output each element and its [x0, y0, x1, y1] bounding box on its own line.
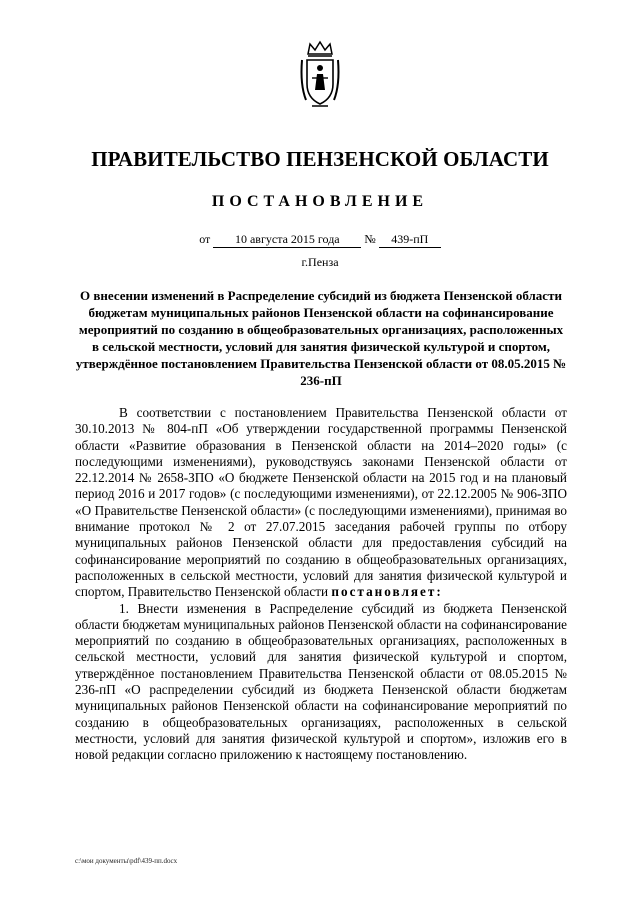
date-prefix: от: [199, 232, 211, 246]
government-title: ПРАВИТЕЛЬСТВО ПЕНЗЕНСКОЙ ОБЛАСТИ: [91, 147, 549, 171]
document-number: 439-пП: [379, 232, 441, 248]
file-path-footer: c:\мои документы\pdf\439-пп.docx: [75, 857, 178, 865]
paragraph-preamble: В соответствии с постановлением Правительства Пензенской области от 30.10.2013 № 804-пП «Об утверждении государственной программы Пензенской области «Развитие образования в Пензенской области на 2014–2020 годы» (с последующими изменениями), руководствуясь законами Пензенской области от 22.12.2014 № 2658-ЗПО «О бюджете Пензенской области на 2015 год и на плановый период 2016 и 2017 годов» (с последующими изменениями), от 22.12.2005 № 906-ЗПО «О Правительстве Пензенской области» (с последующими изменениями), принимая во внимание протокол № 2 от 27.07.2015 заседания рабочей группы по отбору муниципальных районов Пензенской области для предоставления субсидий на софинансирование мероприятий по созданию в общеобразовательных организациях, расположенных в сельской местности, условий для занятия физической культурой и спортом, Правительство Пензенской области: [75, 405, 567, 600]
document-body: [75, 405, 567, 764]
coat-of-arms-icon: [298, 40, 342, 110]
body-paragraph: [75, 405, 567, 601]
document-type: ПОСТАНОВЛЕНИЕ: [211, 193, 429, 210]
body-paragraph-point-1: 1. Внести изменения в Распределение субсидий из бюджета Пензенской области бюджетам муниципальных районов Пензенской области на софинансирование мероприятий по созданию в общеобразовательных организациях, расположенных в сельской местности, условий для занятия физической культурой и спортом, утверждённое постановлением Правительства Пензенской области от 08.05.2015 № 236-пП «О распределении субсидий из бюджета Пензенской области бюджетам муниципальных районов Пензенской области на софинансирование мероприятий по созданию в общеобразовательных организациях, расположенных в сельской местности, условий для занятия физической культурой и спортом», изложив его в новой редакции согласно приложению к настоящему постановлению.: [75, 600, 567, 763]
number-prefix: №: [364, 232, 376, 246]
document-subject: О внесении изменений в Распределение субсидий из бюджета Пензенской области бюджетам муниципальных районов Пензенской области на софинансирование мероприятий по созданию в общеобразовательных организациях, расположенных в сельской местности, условий для занятия физической культурой и спортом, утверждённое постановлением Правительства Пензенской области от 08.05.2015 № 236-пП: [75, 288, 567, 388]
resolves-word: постановляет:: [331, 584, 443, 600]
date-number-line: [0, 232, 640, 248]
document-date: 10 августа 2015 года: [213, 232, 361, 248]
city: г.Пенза: [301, 255, 339, 269]
